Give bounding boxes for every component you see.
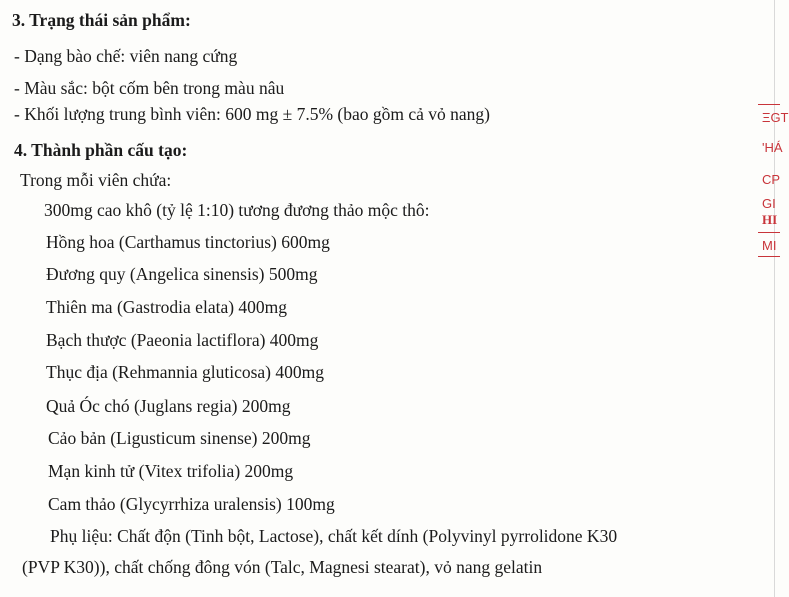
color-line: - Màu sắc: bột cốm bên trong màu nâu [14, 78, 285, 98]
red-rule [758, 256, 780, 257]
average-weight-line: - Khối lượng trung bình viên: 600 mg ± 7.5% (bao gồm cả vỏ nang) [14, 104, 490, 124]
edge-text-fragment: MI [762, 238, 777, 253]
edge-text-fragment: GI [762, 196, 776, 211]
section-4-heading: 4. Thành phần cấu tạo: [14, 140, 188, 160]
section-3-heading: 3. Trạng thái sản phẩm: [12, 10, 191, 30]
page-edge-line [774, 0, 775, 597]
ingredient-item: Mạn kinh tử (Vitex trifolia) 200mg [48, 461, 294, 481]
red-rule [758, 232, 780, 233]
ingredient-item: Bạch thược (Paeonia lactiflora) 400mg [46, 330, 319, 350]
extract-line: 300mg cao khô (tỷ lệ 1:10) tương đương thảo mộc thô: [44, 200, 430, 220]
ingredient-item: Quả Óc chó (Juglans regia) 200mg [46, 396, 291, 416]
ingredient-item: Đương quy (Angelica sinensis) 500mg [46, 264, 318, 284]
red-rule [758, 104, 780, 105]
edge-text-fragment: 'HÁ [762, 140, 783, 155]
per-capsule-intro: Trong mỗi viên chứa: [20, 170, 172, 190]
edge-text-fragment: HI [762, 212, 778, 227]
dosage-form-line: - Dạng bào chế: viên nang cứng [14, 46, 238, 66]
excipients-line-2: (PVP K30)), chất chống đông vón (Talc, Magnesi stearat), vỏ nang gelatin [22, 557, 543, 577]
ingredient-item: Thục địa (Rehmannia gluticosa) 400mg [46, 362, 324, 382]
ingredient-item: Cam thảo (Glycyrrhiza uralensis) 100mg [48, 494, 335, 514]
excipients-line-1: Phụ liệu: Chất độn (Tinh bột, Lactose), chất kết dính (Polyvinyl pyrrolidone K30 [50, 526, 618, 546]
ingredient-item: Thiên ma (Gastrodia elata) 400mg [46, 297, 288, 317]
edge-text-fragment: CP [762, 172, 781, 187]
ingredient-item: Hồng hoa (Carthamus tinctorius) 600mg [46, 232, 330, 252]
ingredient-item: Cảo bản (Ligusticum sinense) 200mg [48, 428, 311, 448]
adjacent-page-edge [750, 0, 789, 597]
edge-text-fragment: ΞGT [762, 110, 789, 125]
